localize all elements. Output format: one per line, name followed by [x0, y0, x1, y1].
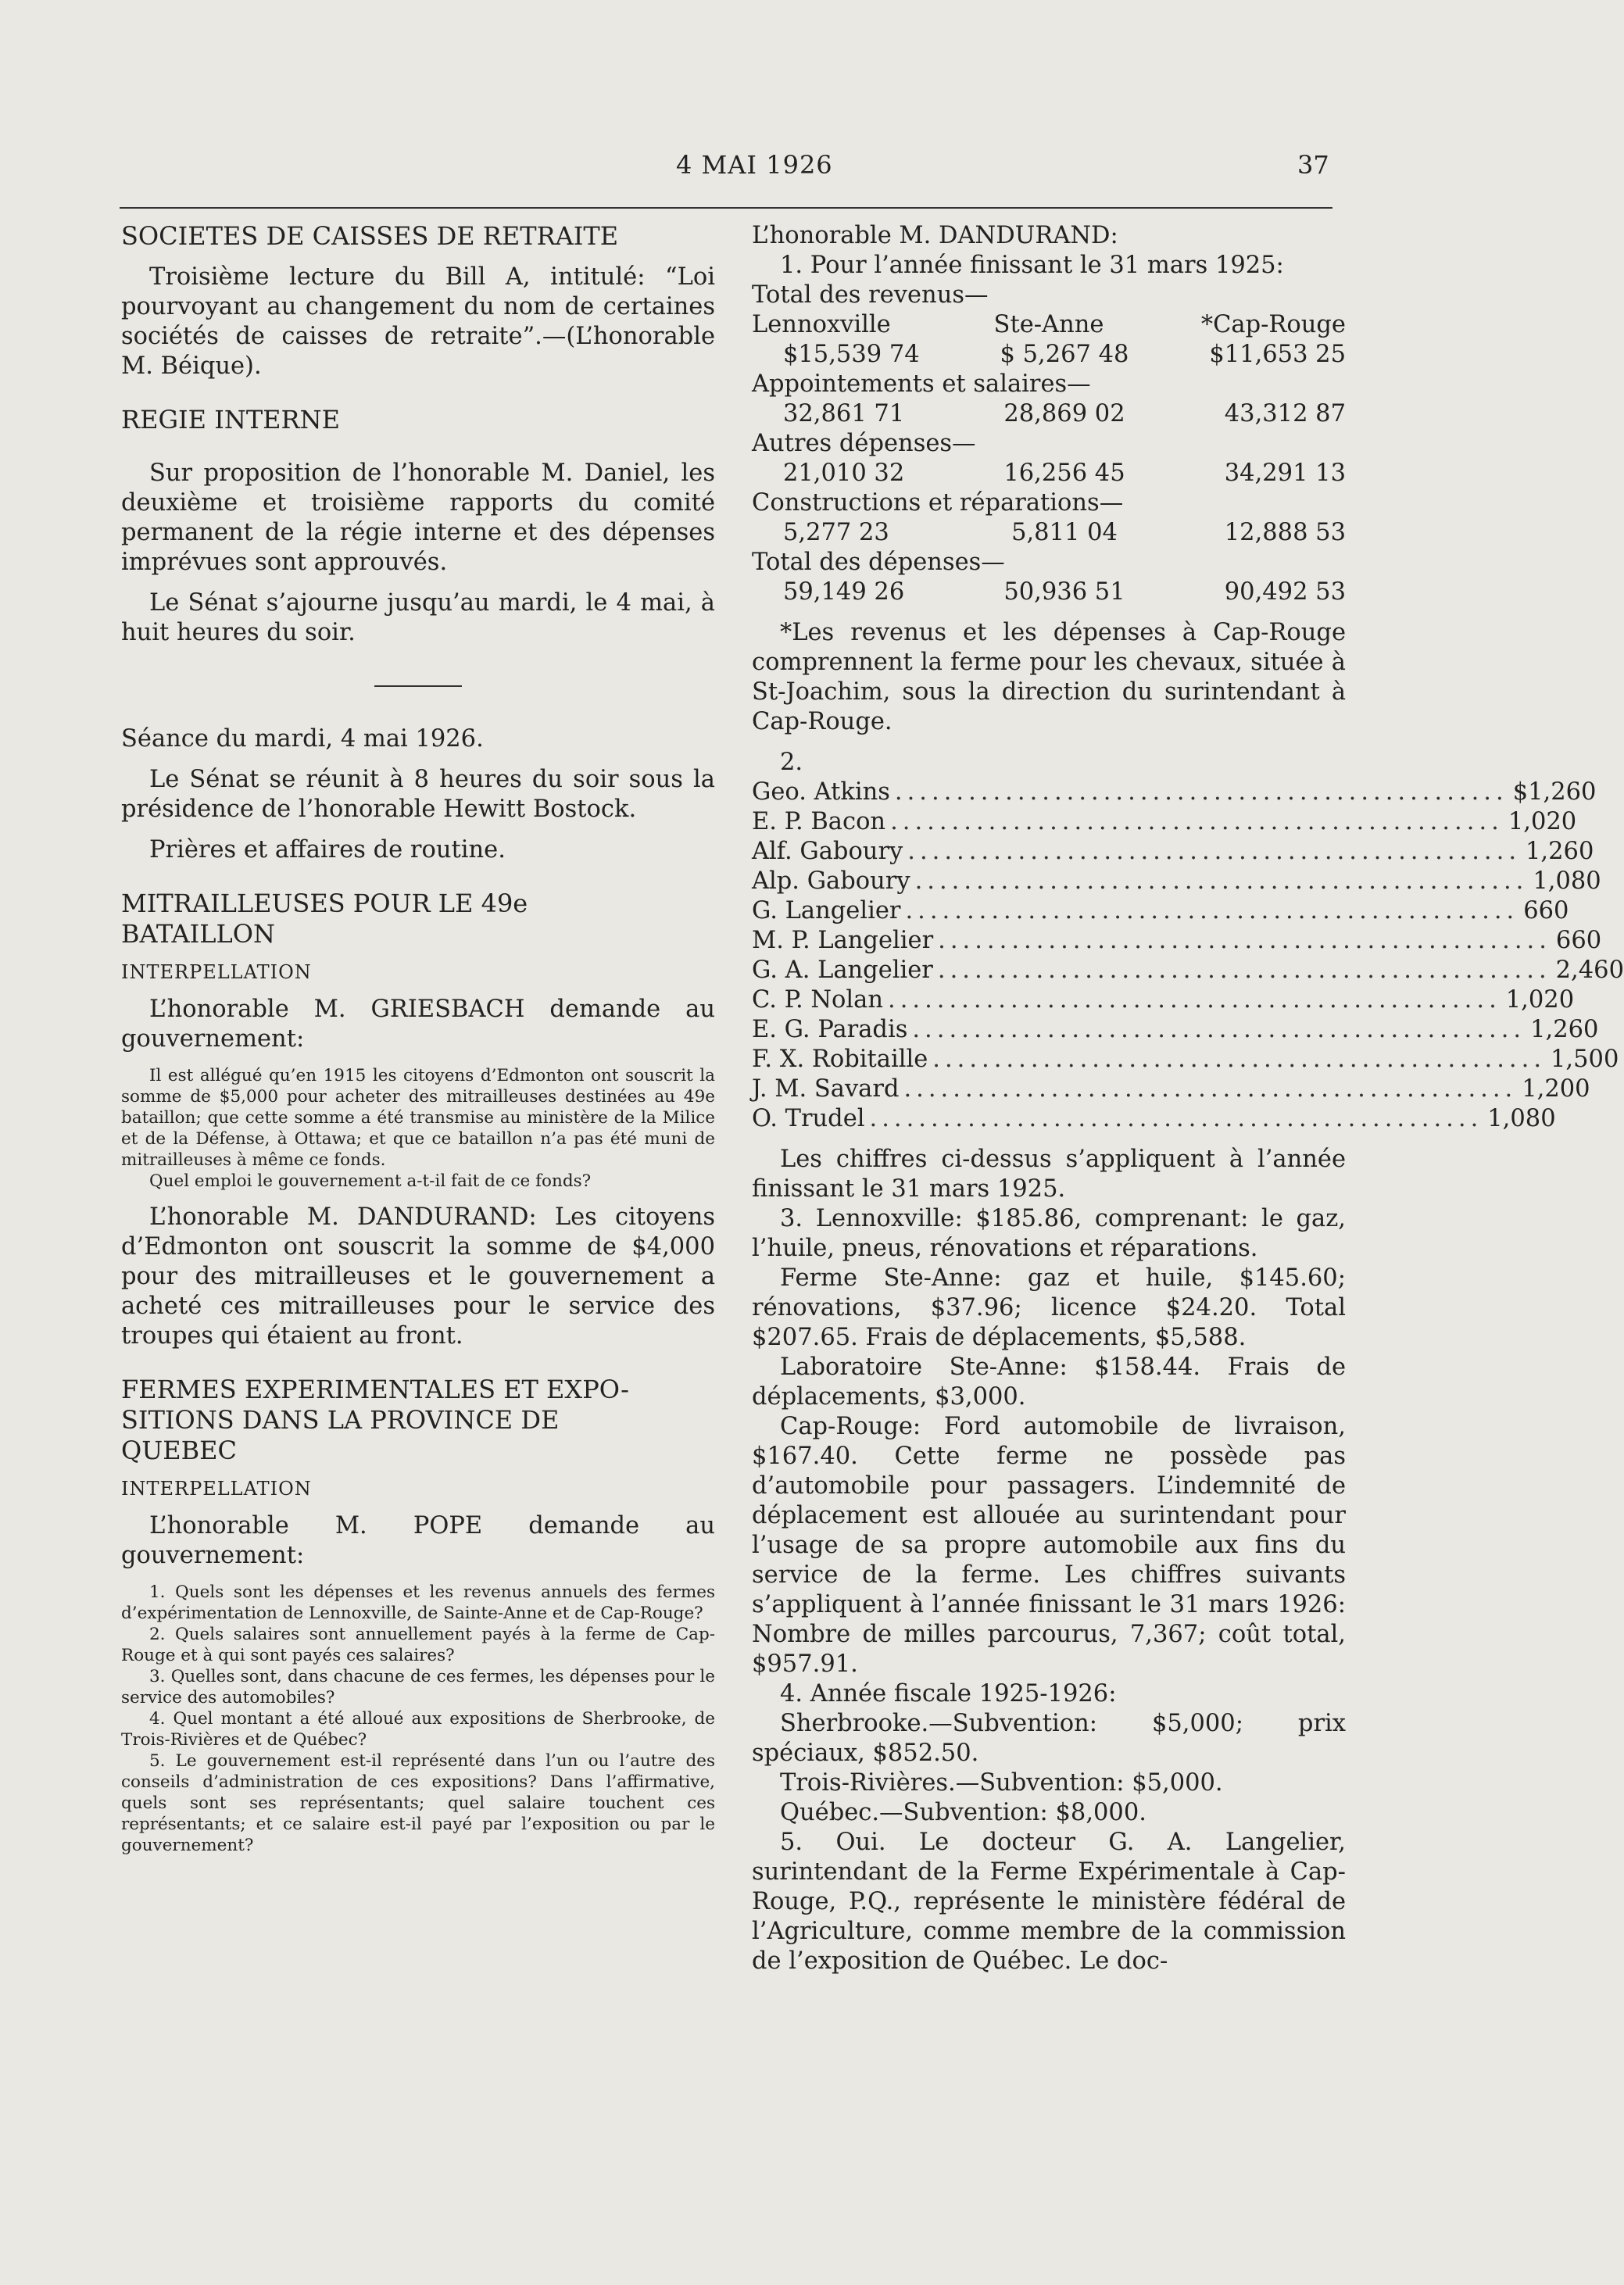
salary-amount: 660	[1523, 897, 1569, 924]
salary-name: C. P. Nolan	[752, 986, 884, 1014]
salary-name: O. Trudel	[752, 1105, 865, 1132]
finance-cell: 32,861 71	[783, 400, 905, 427]
finance-cell: 90,492 53	[1224, 578, 1346, 606]
finance-cell: 43,312 87	[1224, 400, 1346, 427]
finance-cell: 16,256 45	[1003, 460, 1125, 487]
finance-header: *Cap-Rouge	[1200, 311, 1346, 338]
separator-rule	[374, 685, 462, 687]
paragraph: Québec.—Subvention: $8,000.	[780, 1799, 1146, 1826]
finance-cell: $ 5,267 48	[1000, 341, 1129, 368]
finance-label: Constructions et réparations—	[752, 489, 1124, 517]
paragraph: 3. Lennoxville: $185.86, comprenant: le gaz, l’huile, pneus, rénovations et réparations.	[752, 1205, 1346, 1262]
finance-cell: 28,869 02	[1003, 400, 1125, 427]
paragraph: L’honorable M. DANDURAND: Les citoyens d’Edmonton ont souscrit la somme de $4,000 pour des mitrailleuses et le gouvernement a acheté ces mitrailleuses pour le service des troupes qui étaient au front.	[121, 1203, 715, 1350]
paragraph: L’honorable M. POPE demande au gouvernement:	[121, 1512, 715, 1569]
question-text: 5. Le gouvernement est-il représenté dans l’un ou l’autre des conseils d’administration de ces expositions? Dans l’affirmative, quels sont ses représentants; quel salaire touchent ces représentants; et ce salaire est-il payé par l’exposition ou par le gouvernement?	[121, 1751, 715, 1855]
salary-row: E. G. Paradis .................................................. 1,260	[752, 1016, 1599, 1043]
right-column	[752, 221, 1624, 1976]
salary-amount: 1,080	[1487, 1105, 1556, 1132]
interpellation-label: INTERPELLATION	[121, 1478, 312, 1500]
header-rule	[120, 207, 1332, 209]
salary-row: C. P. Nolan .................................................. 1,020	[752, 986, 1575, 1014]
paragraph: Troisième lecture du Bill A, intitulé: “Loi pourvoyant au changement du nom de certaines sociétés de caisses de retraite”.—(L’honorable M. Béique).	[121, 263, 715, 380]
paragraph: Cap-Rouge: Ford automobile de livraison, $167.40. Cette ferme ne possède pas d’automobile pour passagers. L’indemnité de déplacement est allouée au surintendant pour l’usage de sa propre automobile aux fins du service de la ferme. Les chiffres suivants s’appliquent à l’année finissant le 31 mars 1926: Nombre de milles parcourus, 7,367; coût total, $957.91.	[752, 1413, 1346, 1678]
salary-name: E. G. Paradis	[752, 1016, 908, 1043]
salary-amount: 1,080	[1533, 867, 1601, 895]
salary-amount: 1,500	[1551, 1046, 1619, 1073]
paragraph: Le Sénat se réunit à 8 heures du soir sous la présidence de l’honorable Hewitt Bostock.	[121, 766, 715, 823]
paragraph: Ferme Ste-Anne: gaz et huile, $145.60; rénovations, $37.96; licence $24.20. Total $207.65. Frais de déplacements, $5,588.	[752, 1264, 1346, 1351]
section-title-regie: REGIE INTERNE	[121, 405, 340, 434]
salary-name: F. X. Robitaille	[752, 1046, 928, 1073]
salary-amount: 1,260	[1526, 838, 1594, 865]
seance-heading: Séance du mardi, 4 mai 1926.	[121, 725, 484, 753]
finance-row	[752, 340, 1346, 370]
interpellation-label: INTERPELLATION	[121, 961, 312, 983]
paragraph: Prières et affaires de routine.	[149, 836, 506, 864]
finance-row	[752, 459, 1346, 488]
salary-name: G. A. Langelier	[752, 957, 933, 984]
finance-header: Ste-Anne	[993, 311, 1104, 338]
finance-row	[752, 518, 1346, 548]
finance-cell: $15,539 74	[783, 341, 920, 368]
salary-amount: 1,200	[1522, 1075, 1590, 1103]
header-date: 4 MAI 1926	[676, 150, 833, 180]
question-text: Il est allégué qu’en 1915 les citoyens d’Edmonton ont souscrit la somme de $5,000 pour acheter des mitrailleuses destinées au 49e bataillon; que cette somme a été transmise au ministère de la Milice et de la Défense, à Ottawa; et que ce bataillon n’a pas été muni de mitrailleuses à même ce fonds.	[121, 1066, 715, 1170]
section-title-fermes: FERMES EXPERIMENTALES ET EXPO-	[121, 1375, 629, 1404]
question-text: Quel emploi le gouvernement a-t-il fait de ce fonds?	[149, 1171, 592, 1191]
finance-cell: 5,277 23	[783, 519, 889, 546]
salary-row: F. X. Robitaille .................................................. 1,500	[752, 1046, 1619, 1073]
salary-row: E. P. Bacon .................................................. 1,020	[752, 808, 1577, 835]
section-title-mitrailleuses-2: BATAILLON	[121, 919, 275, 949]
salary-row: Geo. Atkins .................................................. $1,260	[752, 778, 1597, 806]
section-title-fermes-3: QUEBEC	[121, 1436, 237, 1465]
salary-amount: 1,260	[1530, 1016, 1599, 1043]
finance-cell: 12,888 53	[1224, 519, 1346, 546]
salary-name: Geo. Atkins	[752, 778, 890, 806]
paragraph: L’honorable M. GRIESBACH demande au gouvernement:	[121, 996, 715, 1053]
paragraph: Laboratoire Ste-Anne: $158.44. Frais de déplacements, $3,000.	[752, 1353, 1346, 1411]
finance-cell: 5,811 04	[1011, 519, 1118, 546]
paragraph: 4. Année fiscale 1925-1926:	[780, 1680, 1117, 1707]
paragraph: Trois-Rivières.—Subvention: $5,000.	[780, 1769, 1223, 1797]
finance-header: Lennoxville	[752, 311, 891, 338]
paragraph: Sur proposition de l’honorable M. Daniel, les deuxième et troisième rapports du comité permanent de la régie interne et des dépenses imprévues sont approuvés.	[121, 460, 715, 576]
salary-name: J. M. Savard	[752, 1075, 900, 1103]
question-text: 2. Quels salaires sont annuellement payés à la ferme de Cap-Rouge et à qui sont payés ces salaires?	[121, 1625, 715, 1665]
salary-row: Alf. Gaboury .................................................. 1,260	[752, 838, 1594, 865]
finance-cell: 59,149 26	[783, 578, 905, 606]
finance-cell: 50,936 51	[1003, 578, 1125, 606]
salary-row: G. Langelier .................................................. 660	[752, 897, 1569, 924]
salary-name: Alf. Gaboury	[752, 838, 903, 865]
finance-label: Total des dépenses—	[752, 549, 1005, 576]
section-title-mitrailleuses: MITRAILLEUSES POUR LE 49e	[121, 889, 528, 918]
finance-row	[752, 399, 1346, 429]
question-text: 3. Quelles sont, dans chacune de ces fermes, les dépenses pour le service des automobiles?	[121, 1667, 715, 1707]
answer-intro: L’honorable M. DANDURAND:	[752, 222, 1118, 249]
salary-name: M. P. Langelier	[752, 927, 934, 954]
finance-label: Total des revenus—	[752, 281, 989, 309]
salary-amount: 2,460	[1555, 957, 1624, 984]
footnote-paragraph: *Les revenus et les dépenses à Cap-Rouge comprennent la ferme pour les chevaux, située à St-Joachim, sous la direction du surintendant à Cap-Rouge.	[752, 619, 1346, 735]
finance-label: Autres dépenses—	[752, 430, 976, 457]
answer-number: 2.	[780, 749, 803, 776]
paragraph: 1. Pour l’année finissant le 31 mars 1925:	[780, 252, 1284, 279]
salary-amount: $1,260	[1512, 778, 1597, 806]
salary-row: M. P. Langelier .................................................. 660	[752, 927, 1602, 954]
salary-name: G. Langelier	[752, 897, 901, 924]
salary-amount: 660	[1555, 927, 1602, 954]
left-column	[121, 221, 715, 1856]
question-text: 4. Quel montant a été alloué aux expositions de Sherbrooke, de Trois-Rivières et de Québec?	[121, 1709, 715, 1750]
salary-list	[752, 778, 1624, 1134]
finance-table	[752, 281, 1346, 607]
section-title-fermes-2: SITIONS DANS LA PROVINCE DE	[121, 1405, 560, 1435]
page-number: 37	[1297, 150, 1329, 180]
salary-name: E. P. Bacon	[752, 808, 886, 835]
paragraph: 5. Oui. Le docteur G. A. Langelier, surintendant de la Ferme Expérimentale à Cap-Rouge, P.Q., représente le ministère fédéral de l’Agriculture, comme membre de la commission de l’exposition de Québec. Le doc-	[752, 1829, 1346, 1975]
question-text: 1. Quels sont les dépenses et les revenus annuels des fermes d’expérimentation de Lennoxville, de Sainte-Anne et de Cap-Rouge?	[121, 1582, 715, 1623]
paragraph: Sherbrooke.—Subvention: $5,000; prix spéciaux, $852.50.	[752, 1710, 1346, 1767]
finance-header-row	[752, 310, 1346, 340]
finance-cell: $11,653 25	[1209, 341, 1346, 368]
salary-row: G. A. Langelier .................................................. 2,460	[752, 957, 1624, 984]
paragraph: Le Sénat s’ajourne jusqu’au mardi, le 4 mai, à huit heures du soir.	[121, 589, 715, 646]
finance-row	[752, 578, 1346, 607]
finance-label: Appointements et salaires—	[752, 370, 1091, 398]
finance-cell: 34,291 13	[1224, 460, 1346, 487]
salary-row: Alp. Gaboury .................................................. 1,080	[752, 867, 1601, 895]
section-title-societes: SOCIETES DE CAISSES DE RETRAITE	[121, 221, 619, 251]
salary-row: J. M. Savard .................................................. 1,200	[752, 1075, 1590, 1103]
finance-cell: 21,010 32	[783, 460, 905, 487]
paragraph: Les chiffres ci-dessus s’appliquent à l’année finissant le 31 mars 1925.	[752, 1146, 1346, 1203]
salary-name: Alp. Gaboury	[752, 867, 910, 895]
salary-amount: 1,020	[1505, 986, 1575, 1014]
salary-row: O. Trudel .................................................. 1,080	[752, 1105, 1556, 1132]
salary-amount: 1,020	[1508, 808, 1577, 835]
